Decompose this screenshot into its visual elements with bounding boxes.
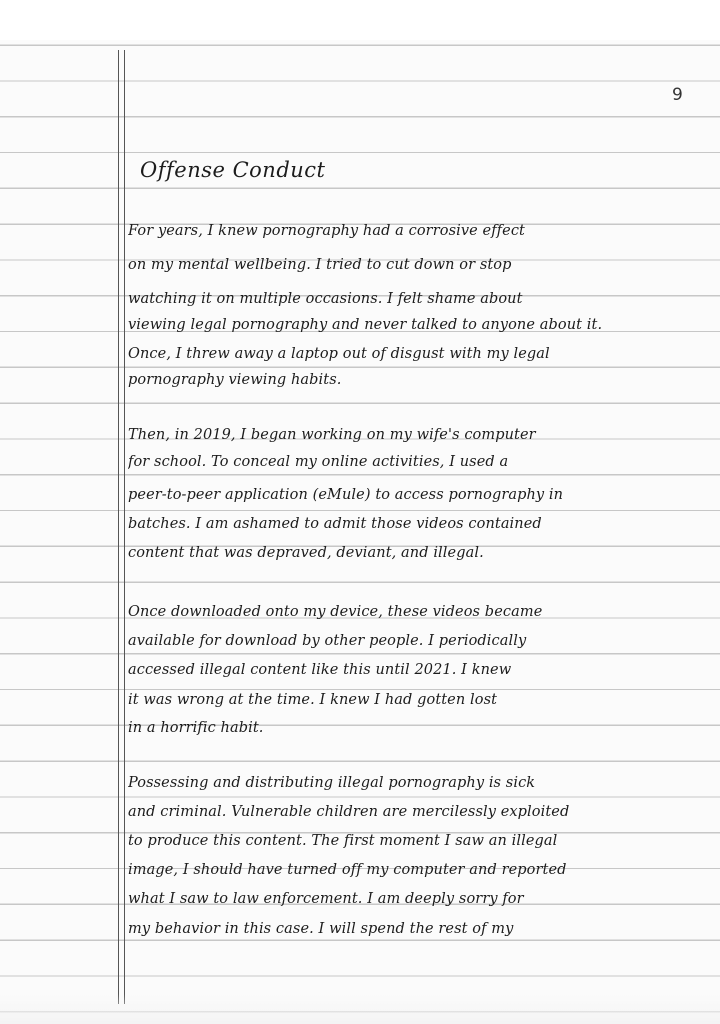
- margin-rule-right: [124, 50, 125, 1004]
- text-line: Once downloaded onto my device, these videos became: [128, 605, 543, 620]
- text-line: what I saw to law enforcement. I am deeply sorry for: [128, 892, 524, 907]
- text-line: to produce this content. The first moment I saw an illegal: [128, 834, 558, 849]
- page-number: 9: [672, 85, 683, 105]
- text-line: for school. To conceal my online activities, I used a: [128, 455, 509, 470]
- text-line: available for download by other people. I periodically: [128, 634, 527, 649]
- text-line: content that was depraved, deviant, and illegal.: [128, 546, 484, 561]
- text-line: For years, I knew pornography had a corrosive effect: [128, 224, 525, 239]
- text-line: on my mental wellbeing. I tried to cut down or stop: [128, 258, 512, 273]
- text-line: image, I should have turned off my computer and reported: [128, 863, 567, 878]
- text-line: my behavior in this case. I will spend the rest of my: [128, 922, 514, 937]
- text-line: watching it on multiple occasions. I felt shame about: [128, 292, 523, 307]
- margin-rule-left: [118, 50, 119, 1004]
- text-line: Possessing and distributing illegal pornography is sick: [128, 776, 536, 791]
- text-line: accessed illegal content like this until 2021. I knew: [128, 663, 512, 678]
- text-line: batches. I am ashamed to admit those videos contained: [128, 517, 542, 532]
- text-line: pornography viewing habits.: [128, 373, 342, 388]
- text-line: Then, in 2019, I began working on my wife's computer: [128, 428, 536, 443]
- page-bottom-edge: [0, 994, 720, 1024]
- text-line: in a horrific habit.: [128, 721, 264, 736]
- page-top-margin: [0, 0, 720, 40]
- text-line: it was wrong at the time. I knew I had gotten lost: [128, 693, 498, 708]
- text-line: peer-to-peer application (eMule) to access pornography in: [128, 488, 564, 503]
- text-line: viewing legal pornography and never talked to anyone about it.: [128, 318, 603, 333]
- page-title: Offense Conduct: [140, 158, 326, 182]
- text-line: and criminal. Vulnerable children are mercilessly exploited: [128, 805, 570, 820]
- text-line: Once, I threw away a laptop out of disgust with my legal: [128, 347, 550, 362]
